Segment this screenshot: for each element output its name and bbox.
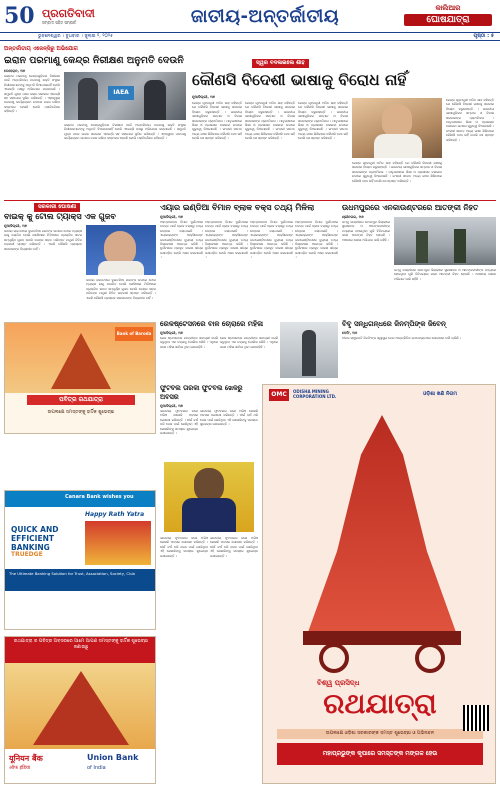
brand-tagline: ସମ୍ବାଦ ସହିତ ସମ୍ପର୍କ: [42, 20, 76, 25]
story-football-body-2: ଭାରତୀୟ ଫୁଟବଲର ଜଣେ ଅଭିଜ୍ଞ ଖେଳାଳି ଅବସର ଘୋଷଣା କରିଛନ୍ତି । ଦୀର୍ଘ ବର୍ଷ ଧରି ଦେଶ ପାଇଁ ଖେଳିଥିବା ଏହି ଖେଳାଳିଙ୍କୁ ସମସ୍ତେ ଶୁଭେଚ୍ଛା ଜଣାଇଛନ୍ତି ।: [200, 409, 258, 427]
bob-title: ପବିତ୍ର ରଥଯାତ୍ରା: [27, 395, 135, 405]
masthead: [0, 0, 500, 44]
ghosha-yatra-promo[interactable]: [404, 4, 492, 28]
story-football-body-4: ଭାରତୀୟ ଫୁଟବଲର ଜଣେ ଅଭିଜ୍ଞ ଖେଳାଳି ଅବସର ଘୋଷଣା କରିଛନ୍ତି । ଦୀର୍ଘ ବର୍ଷ ଧରି ଦେଶ ପାଇଁ ଖେଳିଥିବା ଏହି ଖେଳାଳିଙ୍କୁ ସମସ୍ତେ ଶୁଭେଚ୍ଛା ଜଣାଇଛନ୍ତି ।: [210, 536, 258, 558]
story-shah-dateline: ନୂଆଦିଲ୍ଲୀ, ୧ା୭: [192, 95, 215, 99]
story-station-photo: [280, 322, 338, 378]
dateline: ଭୁବନେଶ୍ୱର । ବୁଧବାର । ଜୁଲାଇ ୨, ୨୦୨୫: [0, 32, 500, 41]
story-air-india-dateline: ନୂଆଦିଲ୍ଲୀ, ୧ା୭: [160, 215, 183, 219]
story-football: [160, 384, 258, 780]
omc-title: ରଥଯାତ୍ରା: [323, 687, 437, 720]
story-air-india: [160, 203, 338, 313]
omc-qr-code[interactable]: [463, 705, 489, 731]
story-air-india-body-4: ଅହମ୍ମଦାବାଦ ବିମାନ ଦୁର୍ଘଟଣାର ତଦନ୍ତ ପାଇଁ ବ୍ଲାକ ବକ୍ସରୁ ତଥ୍ୟ ଉଦ୍ଧାର କରାଯାଇଛି । ଏୟାରକ୍ରାଫ୍ଟ ଆକ୍ସିଡେଣ୍ଟ ଇନଭେଷ୍ଟିଗେସନ ବ୍ୟୁରୋ ତଥ୍ୟ ବିଶ୍ଳେଷଣ ଆରମ୍ଭ କରିଛି । ଦୁର୍ଘଟଣାର ପ୍ରକୃତ କାରଣ ଶୀଘ୍ର ଜଣାପଡ଼ିବ ବୋଲି ଆଶା କରାଯାଉଛି ।: [295, 220, 338, 260]
promo-main-text: ଘୋଷଯାତ୍ରା: [404, 14, 492, 26]
story-football-body-1: ଭାରତୀୟ ଫୁଟବଲର ଜଣେ ଅଭିଜ୍ଞ ଖେଳାଳି ଅବସର ଘୋଷଣା କରିଛନ୍ତି । ଦୀର୍ଘ ବର୍ଷ ଧରି ଦେଶ ପାଇଁ ଖେଳିଥିବା ଏହି ଖେଳାଳିଙ୍କୁ ସମସ୍ତେ ଶୁଭେଚ୍ଛା ଜଣାଇଛନ୍ତି ।: [160, 409, 198, 436]
story-station-body-2: ରେଳ ଷ୍ଟେସନରେ ଯାତ୍ରୀଙ୍କ ସାମଗ୍ରୀ ଚୋରି କରୁଥିବା ଏକ ଚକ୍ରକୁ ପୋଲିସ ଧରିଛି । ଏଥିରେ ଜଣେ ମହିଳା ସାମିଲ ଥିବା ଜଣାପଡ଼ିଛି ।: [220, 336, 278, 349]
story-iran-kicker: ଅନ୍ତର୍ଜାତୀୟ ଏଜେନ୍ସିରୁ ଅଭିଯୋଗ: [4, 46, 78, 52]
story-station-body-1: ରେଳ ଷ୍ଟେସନରେ ଯାତ୍ରୀଙ୍କ ସାମଗ୍ରୀ ଚୋରି କରୁଥିବା ଏକ ଚକ୍ରକୁ ପୋଲିସ ଧରିଛି । ଏଥିରେ ଜଣେ ମହିଳା ସାମିଲ ଥିବା ଜଣାପଡ଼ିଛି ।: [160, 336, 218, 349]
story-shah-body-1: କେନ୍ଦ୍ର ଗୃହମନ୍ତ୍ରୀ ଅମିତ ଶାହ କହିଛନ୍ତି ଯେ କୌଣସି ବିଦେଶୀ ଭାଷାକୁ ସରକାର ବିରୋଧ କରୁନାହାନ୍ତି । ଭାରତୀୟ ଭାଷାଗୁଡ଼ିକର ସମ୍ମାନ ଓ ବିକାଶ ସରକାରଙ୍କ ପ୍ରାଥମିକତା । ମାତୃଭାଷାରେ ଶିକ୍ଷା ଓ ପ୍ରଶାସନ ଚଳାଇବା ଉପରେ ଗୁରୁତ୍ୱ ଦିଆଯାଉଛି । ଇଂରାଜୀ ସମେତ ଅନ୍ୟ ଭାଷା ଶିଖିବାରେ କୌଣସି ବାଧା ନାହିଁ ବୋଲି ସେ ସ୍ପଷ୍ଟ କରିଛନ୍ତି ।: [192, 101, 242, 141]
omc-title-small: ବିଶ୍ୱ ପ୍ରସିଦ୍ଧ: [317, 679, 360, 687]
story-udhampur-body: ଜମ୍ମୁ କାଶ୍ମୀରର ଉଧମପୁର ଜିଲ୍ଲାରେ ସୁରକ୍ଷାବଳ ଓ ଆତଙ୍କବାଦୀଙ୍କ ମଧ୍ୟରେ ହୋଇଥିବା ଗୁଳି ବିନିମୟରେ ଜଣେ ଆତଙ୍କୀ ନିହତ ହୋଇଛି । ଅଞ୍ଚଳରେ ଖୋଜା ଅଭିଯାନ ଜାରି ରହିଛି ।: [342, 220, 390, 242]
bob-logo: Bank of Baroda: [115, 327, 153, 341]
ad-omc-rath-yatra[interactable]: [262, 384, 496, 784]
brand-name: ପ୍ରଗତିବାଦୀ: [42, 7, 95, 20]
omc-chariot-illustration: [307, 415, 457, 635]
story-jinping-headline[interactable]: ବିବୃ ସନ୍ଧିଗନ୍ଧରେ ଜିନମ୍ପିଙ୍କ ଜିବେନ୍: [342, 320, 446, 328]
story-udhampur-headline[interactable]: ଉଧମପୁରରେ ଏନକାଉଣ୍ଟରରେ ଆତଙ୍କୀ ନିହତ: [342, 203, 479, 212]
omc-logo: OMC: [269, 389, 289, 401]
brand-number: 50: [4, 3, 35, 29]
story-udhampur: [342, 203, 496, 313]
story-shah-body-4: କେନ୍ଦ୍ର ଗୃହମନ୍ତ୍ରୀ ଅମିତ ଶାହ କହିଛନ୍ତି ଯେ କୌଣସି ବିଦେଶୀ ଭାଷାକୁ ସରକାର ବିରୋଧ କରୁନାହାନ୍ତି । ଭାରତୀୟ ଭାଷାଗୁଡ଼ିକର ସମ୍ମାନ ଓ ବିକାଶ ସରକାରଙ୍କ ପ୍ରାଥମିକତା । ମାତୃଭାଷାରେ ଶିକ୍ଷା ଓ ପ୍ରଶାସନ ଚଳାଇବା ଉପରେ ଗୁରୁତ୍ୱ ଦିଆଯାଉଛି । ଇଂରାଜୀ ସମେତ ଅନ୍ୟ ଭାଷା ଶିଖିବାରେ କୌଣସି ବାଧା ନାହିଁ ବୋଲି ସେ ସ୍ପଷ୍ଟ କରିଛନ୍ତି ।: [446, 98, 494, 142]
story-toll-body-2: ଜାତୀୟ ରାଜପଥରେ ଦୁଇଚକିଆ ଯାନଙ୍କ ଉପରେ ଟୋଲ ଟ୍ୟାକ୍ସ ଲାଗୁ କରାଯିବ ବୋଲି ସୋସିଆଲ ମିଡିଆରେ ପ୍ରଚାରିତ ଖବର ସମ୍ପୂର୍ଣ୍ଣ ଗୁଜବ ବୋଲି କେନ୍ଦ୍ର ସଡ଼କ ପରିବହନ ମନ୍ତ୍ରୀ ନିତିନ ଗଡ଼କରୀ ସ୍ପଷ୍ଟ କରିଛନ୍ତି । ଏଭଳି କୌଣସି ପ୍ରସ୍ତାବ ସରକାରଙ୍କ ବିଚାରାଧୀନ ନାହିଁ ।: [86, 278, 156, 300]
story-shah-body-5: କେନ୍ଦ୍ର ଗୃହମନ୍ତ୍ରୀ ଅମିତ ଶାହ କହିଛନ୍ତି ଯେ କୌଣସି ବିଦେଶୀ ଭାଷାକୁ ସରକାର ବିରୋଧ କରୁନାହାନ୍ତି । ଭାରତୀୟ ଭାଷାଗୁଡ଼ିକର ସମ୍ମାନ ଓ ବିକାଶ ସରକାରଙ୍କ ପ୍ରାଥମିକତା । ମାତୃଭାଷାରେ ଶିକ୍ଷା ଓ ପ୍ରଶାସନ ଚଳାଇବା ଉପରେ ଗୁରୁତ୍ୱ ଦିଆଯାଉଛି । ଇଂରାଜୀ ସମେତ ଅନ୍ୟ ଭାଷା ଶିଖିବାରେ କୌଣସି ବାଧା ନାହିଁ ବୋଲି ସେ ସ୍ପଷ୍ଟ କରିଛନ୍ତି ।: [352, 161, 442, 183]
canara-footer: The Ultimate Banking Solution for Trust, Association, Society, Club: [9, 571, 135, 576]
story-shah-body-3: କେନ୍ଦ୍ର ଗୃହମନ୍ତ୍ରୀ ଅମିତ ଶାହ କହିଛନ୍ତି ଯେ କୌଣସି ବିଦେଶୀ ଭାଷାକୁ ସରକାର ବିରୋଧ କରୁନାହାନ୍ତି । ଭାରତୀୟ ଭାଷାଗୁଡ଼ିକର ସମ୍ମାନ ଓ ବିକାଶ ସରକାରଙ୍କ ପ୍ରାଥମିକତା । ମାତୃଭାଷାରେ ଶିକ୍ଷା ଓ ପ୍ରଶାସନ ଚଳାଇବା ଉପରେ ଗୁରୁତ୍ୱ ଦିଆଯାଉଛି । ଇଂରାଜୀ ସମେତ ଅନ୍ୟ ଭାଷା ଶିଖିବାରେ କୌଣସି ବାଧା ନାହିଁ ବୋଲି ସେ ସ୍ପଷ୍ଟ କରିଛନ୍ତି ।: [298, 101, 348, 141]
story-toll-dateline: ନୂଆଦିଲ୍ଲୀ, ୧ା୭: [4, 224, 27, 228]
union-hindi-name: यूनियन बैंक: [9, 754, 43, 763]
story-football-dateline: ନୂଆଦିଲ୍ଲୀ, ୧ା୭: [160, 404, 183, 408]
union-hindi-sub: ऑफ इंडिया: [9, 765, 31, 771]
story-toll-headline[interactable]: ବାଇକ୍ କୁ ଟୋଲ ଟ୍ୟାକ୍ସ ଏକ ଗୁଜବ: [4, 212, 116, 221]
omc-name: ODISHA MINING CORPORATION LTD.: [293, 389, 337, 399]
story-football-headline[interactable]: ଫୁଟବଲ ତାରକା ଫୁଟବଲ ଖେଳରୁ ଅବସର: [160, 384, 243, 401]
union-english-sub: of India: [87, 765, 106, 771]
story-shah-body-2: କେନ୍ଦ୍ର ଗୃହମନ୍ତ୍ରୀ ଅମିତ ଶାହ କହିଛନ୍ତି ଯେ କୌଣସି ବିଦେଶୀ ଭାଷାକୁ ସରକାର ବିରୋଧ କରୁନାହାନ୍ତି । ଭାରତୀୟ ଭାଷାଗୁଡ଼ିକର ସମ୍ମାନ ଓ ବିକାଶ ସରକାରଙ୍କ ପ୍ରାଥମିକତା । ମାତୃଭାଷାରେ ଶିକ୍ଷା ଓ ପ୍ରଶାସନ ଚଳାଇବା ଉପରେ ଗୁରୁତ୍ୱ ଦିଆଯାଉଛି । ଇଂରାଜୀ ସମେତ ଅନ୍ୟ ଭାଷା ଶିଖିବାରେ କୌଣସି ବାଧା ନାହିଁ ବୋଲି ସେ ସ୍ପଷ୍ଟ କରିଛନ୍ତି ।: [245, 101, 295, 141]
story-station-dateline: ନୂଆଦିଲ୍ଲୀ, ୧ା୭: [160, 331, 183, 335]
canara-product: TRUEDGE: [11, 551, 43, 558]
story-football-body-3: ଭାରତୀୟ ଫୁଟବଲର ଜଣେ ଅଭିଜ୍ଞ ଖେଳାଳି ଅବସର ଘୋଷଣା କରିଛନ୍ତି । ଦୀର୍ଘ ବର୍ଷ ଧରି ଦେଶ ପାଇଁ ଖେଳିଥିବା ଏହି ଖେଳାଳିଙ୍କୁ ସମସ୍ତେ ଶୁଭେଚ୍ଛା ଜଣାଇଛନ୍ତି ।: [160, 536, 208, 558]
page-number: ପୃଷ୍ଠା : ୫: [473, 33, 494, 39]
section-title: ଜାତୀୟ-ଅନ୍ତର୍ଜାତୀୟ: [190, 6, 340, 27]
omc-line-1: ଉପଲକ୍ଷେ ଓଡ଼ିଶା ସରକାରଙ୍କ ସମସ୍ତ ଶୁଭେଚ୍ଛା ଓ ଅଭିନନ୍ଦନ: [277, 729, 483, 739]
ad-canara-bank[interactable]: [4, 490, 156, 630]
story-iran-dateline: ତେହେରାନ, ୧ା୭: [4, 69, 26, 73]
promo-top-text: କାଲିଆର: [435, 4, 461, 12]
story-iran-photo: IAEA: [64, 72, 186, 120]
story-shah-kicker: ସ୍ୱର ବଦଳାଇଲେ ଶାହ: [252, 59, 309, 68]
omc-tagline: ଓଡ଼ିଶା ଖଣି ନିଗମ: [423, 391, 458, 397]
story-air-india-body-3: ଅହମ୍ମଦାବାଦ ବିମାନ ଦୁର୍ଘଟଣାର ତଦନ୍ତ ପାଇଁ ବ୍ଲାକ ବକ୍ସରୁ ତଥ୍ୟ ଉଦ୍ଧାର କରାଯାଇଛି । ଏୟାରକ୍ରାଫ୍ଟ ଆକ୍ସିଡେଣ୍ଟ ଇନଭେଷ୍ଟିଗେସନ ବ୍ୟୁରୋ ତଥ୍ୟ ବିଶ୍ଳେଷଣ ଆରମ୍ଭ କରିଛି । ଦୁର୍ଘଟଣାର ପ୍ରକୃତ କାରଣ ଶୀଘ୍ର ଜଣାପଡ଼ିବ ବୋଲି ଆଶା କରାଯାଉଛି ।: [250, 220, 293, 260]
story-toll-photo: [86, 225, 156, 275]
story-iran: [4, 46, 187, 196]
story-air-india-body-2: ଅହମ୍ମଦାବାଦ ବିମାନ ଦୁର୍ଘଟଣାର ତଦନ୍ତ ପାଇଁ ବ୍ଲାକ ବକ୍ସରୁ ତଥ୍ୟ ଉଦ୍ଧାର କରାଯାଇଛି । ଏୟାରକ୍ରାଫ୍ଟ ଆକ୍ସିଡେଣ୍ଟ ଇନଭେଷ୍ଟିଗେସନ ବ୍ୟୁରୋ ତଥ୍ୟ ବିଶ୍ଳେଷଣ ଆରମ୍ଭ କରିଛି । ଦୁର୍ଘଟଣାର ପ୍ରକୃତ କାରଣ ଶୀଘ୍ର ଜଣାପଡ଼ିବ ବୋଲି ଆଶା କରାଯାଉଛି ।: [205, 220, 248, 260]
story-udhampur-photo: [394, 217, 496, 265]
story-toll-body: ଜାତୀୟ ରାଜପଥରେ ଦୁଇଚକିଆ ଯାନଙ୍କ ଉପରେ ଟୋଲ ଟ୍ୟାକ୍ସ ଲାଗୁ କରାଯିବ ବୋଲି ସୋସିଆଲ ମିଡିଆରେ ପ୍ରଚାରିତ ଖବର ସମ୍ପୂର୍ଣ୍ଣ ଗୁଜବ ବୋଲି କେନ୍ଦ୍ର ସଡ଼କ ପରିବହନ ମନ୍ତ୍ରୀ ନିତିନ ଗଡ଼କରୀ ସ୍ପଷ୍ଟ କରିଛନ୍ତି । ଏଭଳି କୌଣସି ପ୍ରସ୍ତାବ ସରକାରଙ୍କ ବିଚାରାଧୀନ ନାହିଁ ।: [4, 229, 82, 251]
brand-logo[interactable]: [4, 3, 134, 29]
story-udhampur-body-2: ଜମ୍ମୁ କାଶ୍ମୀରର ଉଧମପୁର ଜିଲ୍ଲାରେ ସୁରକ୍ଷାବଳ ଓ ଆତଙ୍କବାଦୀଙ୍କ ମଧ୍ୟରେ ହୋଇଥିବା ଗୁଳି ବିନିମୟରେ ଜଣେ ଆତଙ୍କୀ ନିହତ ହୋଇଛି । ଅଞ୍ଚଳରେ ଖୋଜା ଅଭିଯାନ ଜାରି ରହିଛି ।: [394, 268, 496, 281]
story-air-india-body-1: ଅହମ୍ମଦାବାଦ ବିମାନ ଦୁର୍ଘଟଣାର ତଦନ୍ତ ପାଇଁ ବ୍ଲାକ ବକ୍ସରୁ ତଥ୍ୟ ଉଦ୍ଧାର କରାଯାଇଛି । ଏୟାରକ୍ରାଫ୍ଟ ଆକ୍ସିଡେଣ୍ଟ ଇନଭେଷ୍ଟିଗେସନ ବ୍ୟୁରୋ ତଥ୍ୟ ବିଶ୍ଳେଷଣ ଆରମ୍ଭ କରିଛି । ଦୁର୍ଘଟଣାର ପ୍ରକୃତ କାରଣ ଶୀଘ୍ର ଜଣାପଡ଼ିବ ବୋଲି ଆଶା କରାଯାଉଛି ।: [160, 220, 203, 260]
ad-union-bank[interactable]: [4, 636, 156, 784]
story-shah-headline[interactable]: କୌଣସି ବିଦେଶୀ ଭାଷାକୁ ବିରୋଧ ନାହିଁ: [192, 71, 407, 89]
union-english-name: Union Bank: [87, 753, 139, 762]
story-toll-kicker: ସରକାରୀ ଘୋଷଣା: [34, 203, 80, 212]
story-toll: [4, 203, 156, 313]
omc-line-2: ମହାପ୍ରଭୁଙ୍କ କୃପାରେ ସମସ୍ତଙ୍କ ମଙ୍ଗଳ ହେଉ: [277, 743, 483, 765]
canara-name: Canara Bank wishes you: [65, 494, 134, 500]
story-shah: [192, 62, 494, 198]
story-air-india-headline[interactable]: ଏୟାର ଇଣ୍ଡିଆ ବିମାନ ବ୍ଲାକ ବକ୍ସ ତଥ୍ୟ ମିଳିଲା: [160, 203, 315, 212]
story-shah-photo: [352, 98, 442, 158]
story-iran-body-2: ଇରାନର ପରମାଣୁ କେନ୍ଦ୍ରଗୁଡ଼ିକର ନିରୀକ୍ଷଣ ପାଇଁ ଅନ୍ତର୍ଜାତୀୟ ପରମାଣୁ ଶକ୍ତି ସଂସ୍ଥାର ନିରୀକ୍ଷକମାନଙ୍କୁ ଅନୁମତି ଦିଆଯାଉନାହିଁ ବୋଲି ଏଜେନ୍ସି ପକ୍ଷରୁ ଅଭିଯୋଗ କରାଯାଇଛି । ସମ୍ପ୍ରତି ଯୁଦ୍ଧ ପରେ ଇରାନ ସରକାର ଏଜେନ୍ସି ସହ ସହଯୋଗ ସ୍ଥଗିତ ରଖିଛନ୍ତି । ଏହାଦ୍ୱାରା ପରମାଣୁ କାର୍ଯ୍ୟକ୍ରମ ଉପରେ ନଜର ରଖିବା କଷ୍ଟକର ହେଉଛି ବୋଲି ମହାନିର୍ଦ୍ଦେଶକ କହିଛନ୍ତି ।: [64, 123, 186, 141]
ad-bank-of-baroda[interactable]: [4, 322, 156, 434]
story-station: [160, 320, 338, 380]
story-football-photo: [164, 462, 254, 532]
story-udhampur-dateline: ଶ୍ରୀନଗର, ୧ା୭: [342, 215, 364, 219]
story-jinping: [342, 320, 496, 380]
divider: [4, 200, 496, 201]
story-jinping-body: ଚୀନର ରାଷ୍ଟ୍ରପତି ଜିନପିଂଙ୍କ ସ୍ୱାସ୍ଥ୍ୟ ନେଇ ଆନ୍ତର୍ଜାତିକ ଗଣମାଧ୍ୟମରେ ଜୋରଦାର ଚର୍ଚ୍ଚା ଚାଲିଛି ।: [342, 336, 462, 340]
canara-greeting: Happy Rath Yatra: [85, 511, 145, 518]
story-jinping-dateline: ବେଜିଂ, ୧ା୭: [342, 331, 358, 335]
canara-headline: QUICK AND EFFICIENT BANKING: [11, 525, 59, 552]
story-iran-body: ଇରାନର ପରମାଣୁ କେନ୍ଦ୍ରଗୁଡ଼ିକର ନିରୀକ୍ଷଣ ପାଇଁ ଅନ୍ତର୍ଜାତୀୟ ପରମାଣୁ ଶକ୍ତି ସଂସ୍ଥାର ନିରୀକ୍ଷକମାନଙ୍କୁ ଅନୁମତି ଦିଆଯାଉନାହିଁ ବୋଲି ଏଜେନ୍ସି ପକ୍ଷରୁ ଅଭିଯୋଗ କରାଯାଇଛି । ସମ୍ପ୍ରତି ଯୁଦ୍ଧ ପରେ ଇରାନ ସରକାର ଏଜେନ୍ସି ସହ ସହଯୋଗ ସ୍ଥଗିତ ରଖିଛନ୍ତି । ଏହାଦ୍ୱାରା ପରମାଣୁ କାର୍ଯ୍ୟକ୍ରମ ଉପରେ ନଜର ରଖିବା କଷ୍ଟକର ହେଉଛି ବୋଲି ମହାନିର୍ଦ୍ଦେଶକ କହିଛନ୍ତି ।: [4, 74, 60, 114]
union-greeting: ରଥଯାତ୍ରା ର ପବିତ୍ର ଅବସରରେ ଆମେ ଆପଣ ସମସ୍ତଙ୍କୁ ହାର୍ଦ୍ଦିକ ଶୁଭେଚ୍ଛା ଜଣାଉଛୁ: [13, 639, 149, 650]
story-station-headline[interactable]: ରେଳଷ୍ଟେସନରେ ବାଳ ଚୋରାରେ ମହିଳା: [160, 320, 264, 328]
story-iran-headline[interactable]: ଇରାନ ପରମାଣୁ କେନ୍ଦ୍ର ନିରୀକ୍ଷଣ ଅନୁମତି ଦେଉନି: [4, 55, 184, 66]
bob-subtitle: ଉପଲକ୍ଷେ ସମସ୍ତଙ୍କୁ ହାର୍ଦ୍ଦିକ ଶୁଭେଚ୍ଛା: [47, 410, 115, 415]
